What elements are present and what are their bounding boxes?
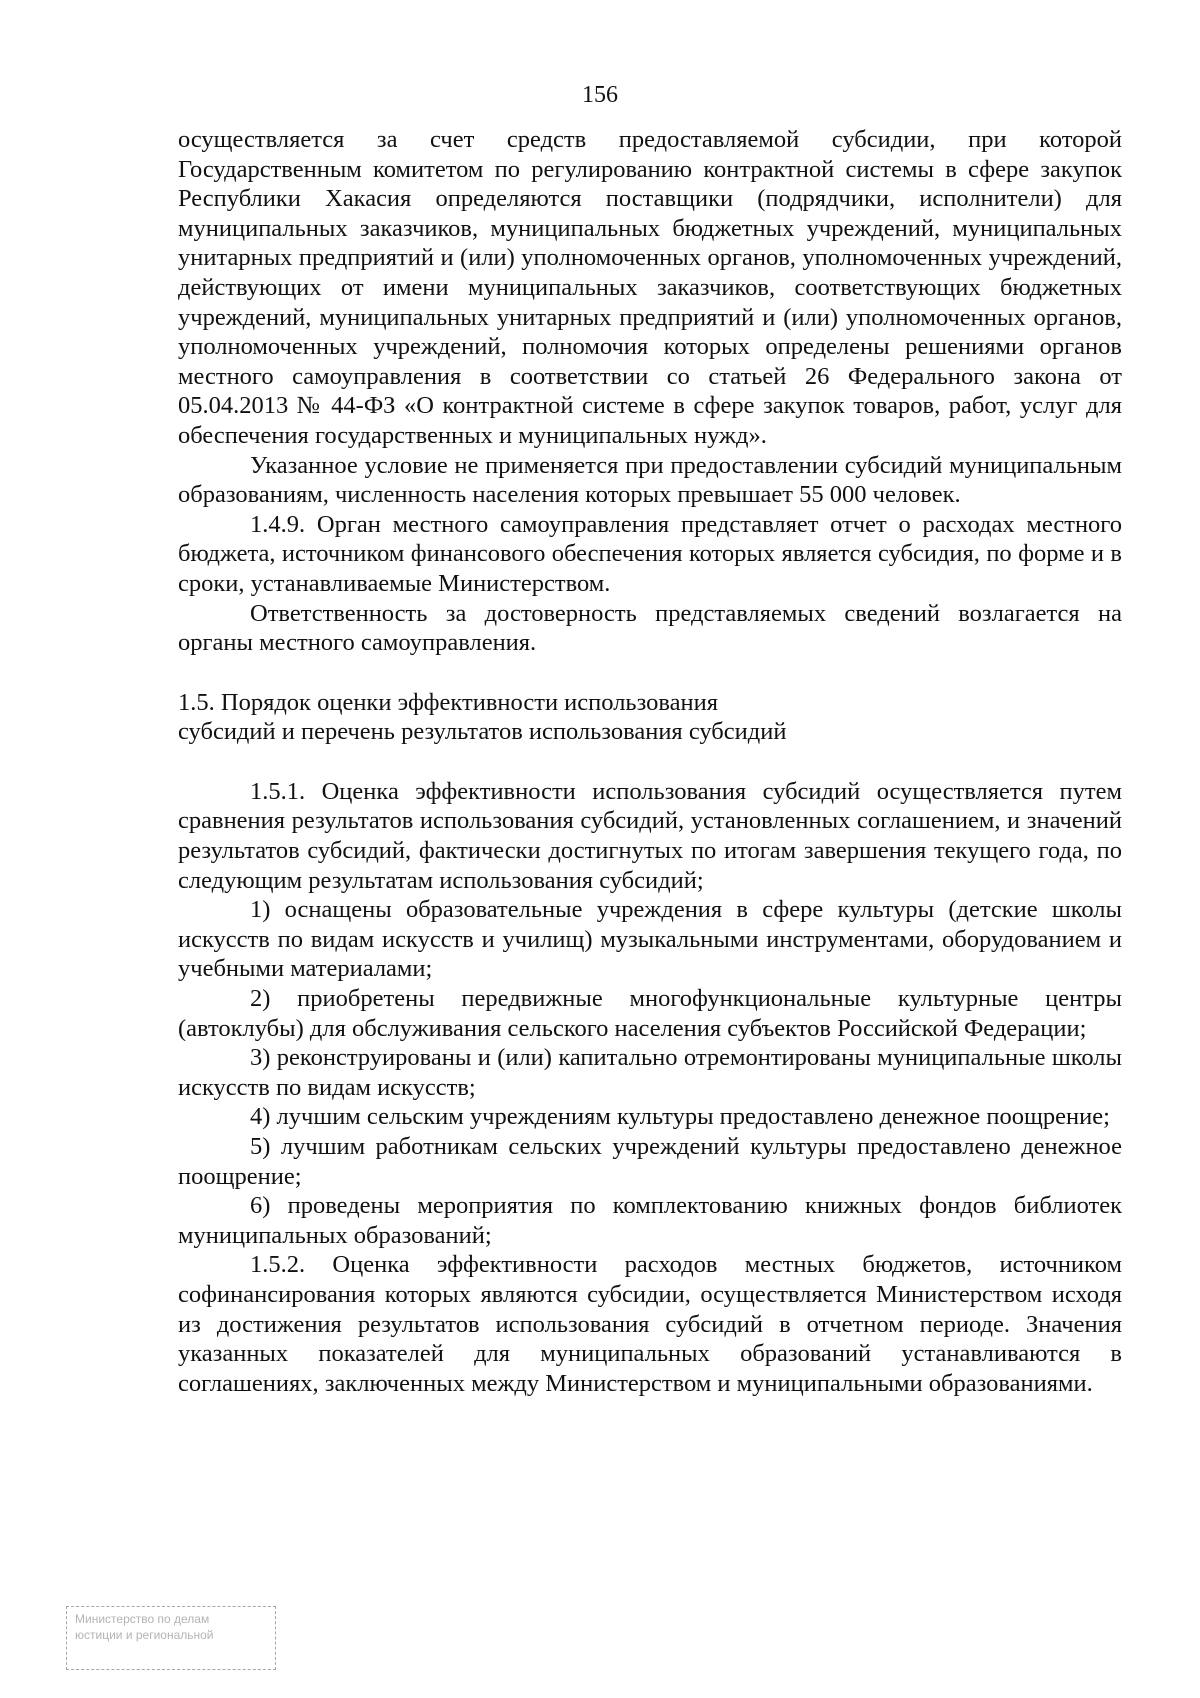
faded-stamp: [66, 1606, 276, 1670]
list-item: 6) проведены мероприятия по комплектованию книжных фондов библиотек муниципальных образований;: [178, 1192, 1122, 1249]
page-number: 156: [582, 82, 618, 108]
section-heading-line: 1.5. Порядок оценки эффективности использования: [178, 688, 718, 716]
section-heading-line: субсидий и перечень результатов использования субсидий: [178, 718, 787, 746]
list-item: 2) приобретены передвижные многофункциональные культурные центры (автоклубы) для обслуживания сельского населения субъектов Российской Федерации;: [178, 985, 1122, 1042]
list-item: 5) лучшим работникам сельских учреждений культуры предоставлено денежное поощрение;: [178, 1133, 1122, 1190]
list-item: 4) лучшим сельским учреждениям культуры предоставлено денежное поощрение;: [250, 1103, 1110, 1131]
document-body: [178, 125, 1122, 1398]
paragraph: 1.4.9. Орган местного самоуправления представляет отчет о расходах местного бюджета, источником финансового обеспечения которых является субсидия, по форме и в сроки, устанавливаемые Министерством.: [178, 510, 1122, 597]
paragraph: осуществляется за счет средств предоставляемой субсидии, при которой Государственным комитетом по регулированию контрактной системы в сфере закупок Республики Хакасия определяются поставщики (подрядчики, исполнители) для муниципальных заказчиков, муниципальных бюджетных учреждений, муниципальных унитарных предприятий и (или) уполномоченных органов, уполномоченных учреждений, действующих от имени муниципальных заказчиков, соответствующих бюджетных учреждений, муниципальных унитарных предприятий и (или) уполномоченных органов, уполномоченных учреждений, полномочия которых определены решениями органов местного самоуправления в соответствии со статьей 26 Федерального закона от 05.04.2013 № 44-ФЗ «О контрактной системе в сфере закупок товаров, работ, услуг для обеспечения государственных и муниципальных нужд».: [178, 126, 1122, 449]
paragraph: Указанное условие не применяется при предоставлении субсидий муниципальным образованиям, численность населения которых превышает 55 000 человек.: [178, 451, 1122, 509]
paragraph: 1.5.1. Оценка эффективности использования субсидий осуществляется путем сравнения результатов использования субсидий, установленных соглашением, и значений результатов субсидий, фактически достигнутых по итогам завершения текущего года, по следующим результатам использования субсидий;: [178, 777, 1122, 894]
stamp-line: юстиции и региональной: [75, 1628, 214, 1642]
stamp-line: Министерство по делам: [75, 1612, 210, 1626]
paragraph: Ответственность за достоверность представляемых сведений возлагается на органы местного самоуправления.: [178, 599, 1122, 657]
list-item: 1) оснащены образовательные учреждения в сфере культуры (детские школы искусств по видам искусств и училищ) музыкальными инструментами, оборудованием и учебными материалами;: [178, 896, 1122, 983]
list-item: 3) реконструированы и (или) капитально отремонтированы муниципальные школы искусств по видам искусств;: [178, 1044, 1122, 1101]
section-heading: [178, 688, 1122, 747]
paragraph: 1.5.2. Оценка эффективности расходов местных бюджетов, источником софинансирования которых являются субсидии, осуществляется Министерством исходя из достижения результатов использования субсидий в отчетном периоде. Значения указанных показателей для муниципальных образований устанавливаются в соглашениях, заключенных между Министерством и муниципальными образованиями.: [178, 1251, 1122, 1397]
